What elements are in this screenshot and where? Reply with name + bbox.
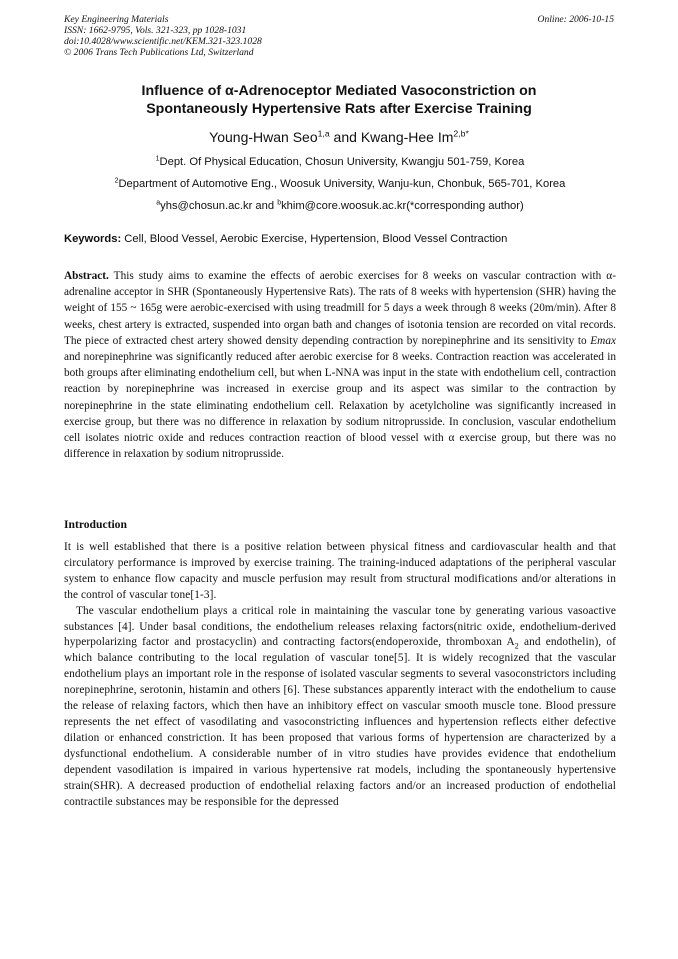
intro-paragraph-2-b: and endothelin), of which balance contributing to the local regulation of vascular tone[5]. It is widely recognized that the vascular endothelium plays an important role in the response of isolated vascular segments to several vasoconstrictors including norepinephrine, serotonin, histamin and others [6]. These substances apparently interact with the endothelium to cause the release of relaxing factors, which then have an inhibitory effect on vascular smooth muscle tone. Blood pressure represents the net effect of vasodilating and vasoconstricting influences and hypertension reflects either defective dilation or enhanced constriction. It has been proposed that various forms of hypertension are characterized by a dysfunctional endothelium. A considerable number of in vitro studies have provides evidence that endothelium dependent vasodilation is impaired in various hypertensive rat models, including the spontaneously hypertensive strain(SHR). A decreased production of endothelial relaxing factors and/or an increased production of endothelial contractile substances may be responsible for the depressed <box>64 636 616 808</box>
abstract-emax: Emax <box>590 334 616 347</box>
author-2-sup: 2,b* <box>453 128 469 139</box>
intro-paragraph-2 <box>64 604 616 811</box>
affiliation-2 <box>40 178 640 190</box>
keywords-label: Keywords: <box>64 233 122 245</box>
paper-title <box>64 82 614 118</box>
issn-line: ISSN: 1662-9795, Vols. 321-323, pp 1028-1031 <box>64 25 247 36</box>
email-b-sup: b <box>277 199 282 207</box>
online-date: Online: 2006-10-15 <box>537 14 614 25</box>
affiliation-1 <box>40 156 640 168</box>
author-1: Young-Hwan Seo <box>209 129 318 145</box>
aff-2-sup: 2 <box>114 177 119 185</box>
email-b: khim@core.woosuk.ac.kr(*corresponding author) <box>281 200 524 212</box>
intro-paragraph-1: It is well established that there is a positive relation between physical fitness and cardiovascular health and that circulatory performance is improved by exercise training. The training-induced adaptations of the peripheral vascular system to enhance flow capacity and muscle perfusion may result from structural modifications and/or alterations in the control of vascular tone[1-3]. <box>64 541 616 601</box>
aff-1-text: Dept. Of Physical Education, Chosun University, Kwangju 501-759, Korea <box>159 156 525 168</box>
title-line-1: Influence of α-Adrenoceptor Mediated Vasoconstriction on <box>141 83 537 99</box>
keywords-text: Cell, Blood Vessel, Aerobic Exercise, Hypertension, Blood Vessel Contraction <box>121 233 508 245</box>
author-and: and <box>329 129 361 145</box>
email-a-sup: a <box>156 199 161 207</box>
journal-header <box>64 14 262 58</box>
journal-name: Key Engineering Materials <box>64 14 169 25</box>
abstract-text-2: and norepinephrine was significantly reduced after aerobic exercise for 8 weeks. Contraction reaction was accelerated in both groups after eliminating endothelium cell, but when L-NNA was input in the state with endothelium cell, contraction reaction by norepinephrine was increased in exercise group and its aspect was similar to the contraction by norepinephrine in the state eliminating endothelium cell. Relaxation by acetylcholine was significantly increased in exercise group, but there was no difference in relaxation by sodium nitroprusside. In conclusion, vascular endothelium cell isolates niotric oxide and reduces contraction reaction of blood vessel with α exercise group, but there was no difference in relaxation by sodium nitroprusside. <box>64 351 616 461</box>
intro-paragraph-2-a: The vascular endothelium plays a critical role in maintaining the vascular tone by generating various vasoactive substances [4]. Under basal conditions, the endothelium releases relaxing factors(nitric oxide, endothelium-derived hyperpolarizing factor and prostacyclin) and contracting factors(endoperoxide, thromboxan A <box>64 604 616 649</box>
introduction-body <box>64 540 616 810</box>
author-2: Kwang-Hee Im <box>360 129 454 145</box>
aff-2-text: Department of Automotive Eng., Woosuk University, Wanju-kun, Chonbuk, 565-701, Korea <box>118 178 566 190</box>
title-line-2: Spontaneously Hypertensive Rats after Exercise Training <box>146 101 532 117</box>
email-a: yhs@chosun.ac.kr and <box>160 200 278 212</box>
abstract-label: Abstract. <box>64 270 109 282</box>
doi-line: doi:10.4028/www.scientific.net/KEM.321-323.1028 <box>64 36 262 47</box>
copyright-line: © 2006 Trans Tech Publications Ltd, Switzerland <box>64 47 254 58</box>
keywords <box>64 233 616 245</box>
introduction-heading: Introduction <box>64 518 127 531</box>
aff-1-sup: 1 <box>155 155 160 163</box>
author-list <box>64 129 614 145</box>
author-1-sup: 1,a <box>317 128 330 139</box>
emails <box>40 200 640 212</box>
intro-subscript: 2 <box>514 641 519 651</box>
abstract-text-1: This study aims to examine the effects of aerobic exercises for 8 weeks on vascular contraction with α-adrenaline acceptor in SHR (Spontaneously Hypertensive Rats). The rats of 8 weeks with hypertension (SHR) having the weight of 155 ~ 165g were aerobic-exercised with using treadmill for 5 days a week through 8 weeks (20m/min). After 8 weeks, chest artery is extracted, suspended into organ bath and changes of isotonia tension are recorded on vital records. The piece of extracted chest artery showed density depending contraction by norepinephrine and its sensitivity to <box>64 270 616 347</box>
abstract <box>64 268 616 462</box>
